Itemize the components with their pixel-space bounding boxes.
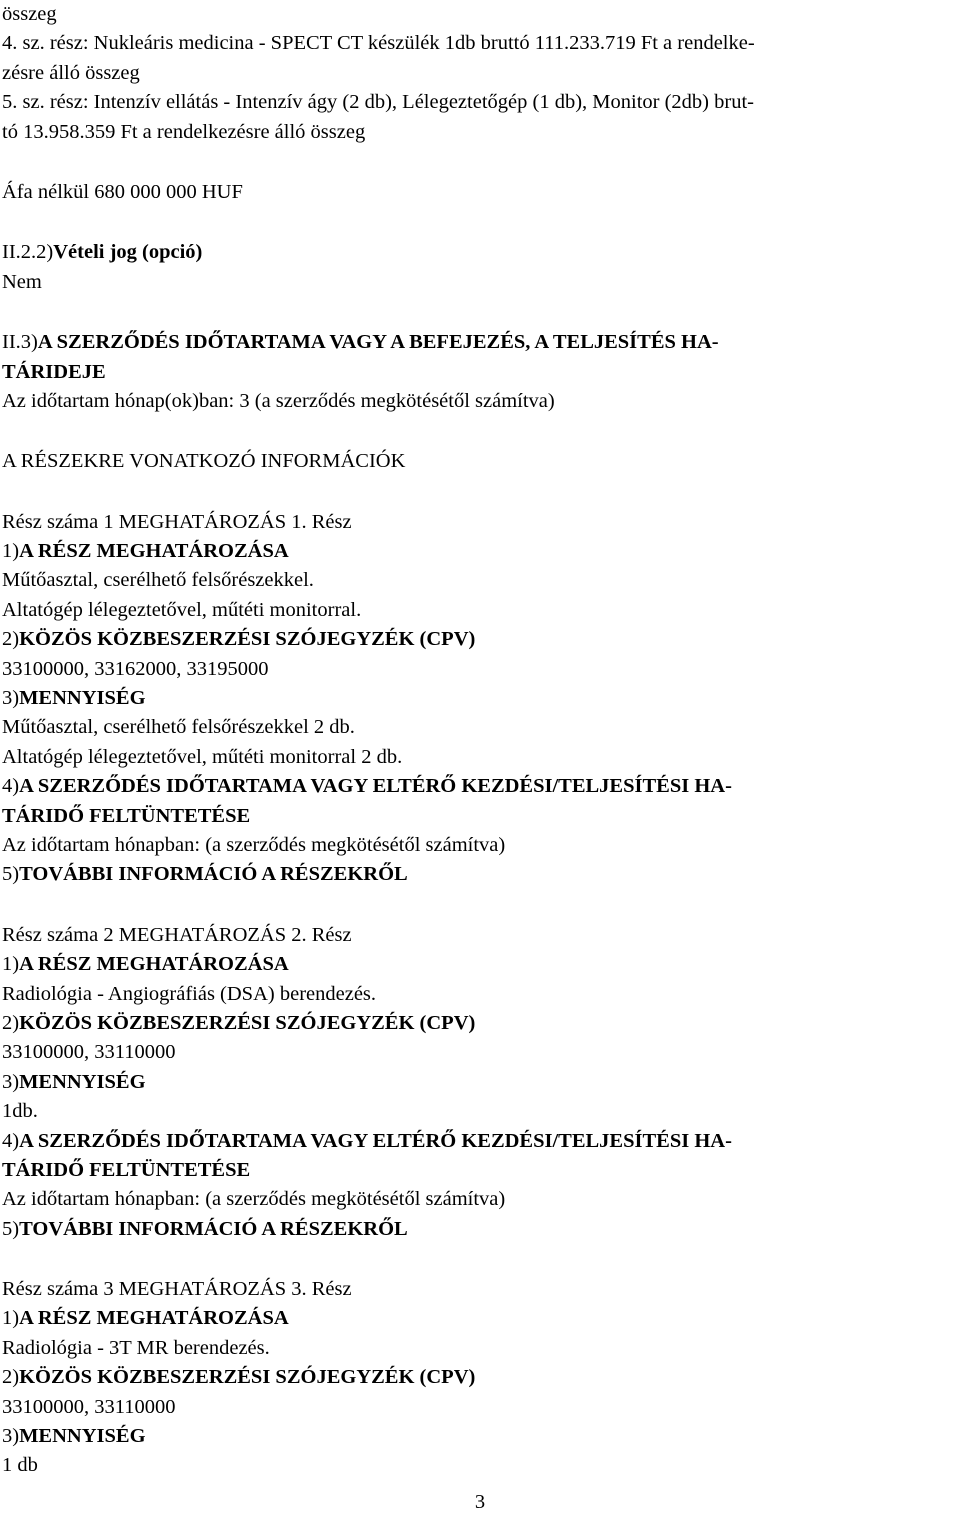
section-heading: Vételi jog (opció) [53,241,203,264]
lot-section-1 [2,1304,960,1333]
section-heading: A SZERZŐDÉS IDŐTARTAMA VAGY ELTÉRŐ KEZDÉSI/TELJESÍTÉSI HA- [19,775,732,798]
lot-description: Radiológia - 3T MR berendezés. [2,1336,270,1359]
lot-section-2 [2,1363,960,1392]
section-heading: KÖZÖS KÖZBESZERZÉSI SZÓJEGYZÉK (CPV) [19,1011,476,1034]
text-line: 5. sz. rész: Intenzív ellátás - Intenzív ágy (2 db), Lélegeztetőgép (1 db), Monitor (2db) brut- [2,91,754,114]
section-heading: TÁRIDŐ FELTÜNTETÉSE [2,1158,251,1181]
text-line: 4. sz. rész: Nukleáris medicina - SPECT CT készülék 1db bruttó 111.233.719 Ft a rendelke- [2,32,755,55]
lot-section-2 [2,625,960,654]
lot-header: Rész száma 2 MEGHATÁROZÁS 2. Rész [2,923,352,946]
lot-section-5 [2,1215,960,1244]
section-heading: TÁRIDŐ FELTÜNTETÉSE [2,804,251,827]
lot-1 [2,508,960,890]
section-number: 4) [2,775,20,798]
section-number: 2) [2,628,20,651]
section-heading: TÁRIDEJE [2,360,106,383]
lot-cpv: 33100000, 33110000 [2,1395,176,1418]
lot-2 [2,921,960,1244]
section-heading: A RÉSZ MEGHATÁROZÁSA [19,953,289,976]
option-value: Nem [2,270,42,293]
lot-quantity: 1 db [2,1454,38,1477]
lot-quantity: Műtőasztal, cserélhető felsőrészekkel 2 db. [2,716,355,739]
vat-amount: Áfa nélkül 680 000 000 HUF [2,180,243,203]
page-number: 3 [474,1491,486,1513]
lot-section-1 [2,537,960,566]
option-heading [2,238,960,267]
text-line: zésre álló összeg [2,61,140,84]
section-number: 5) [2,1217,20,1240]
section-heading: TOVÁBBI INFORMÁCIÓ A RÉSZEKRŐL [19,1217,408,1240]
section-number: 2) [2,1366,20,1389]
section-number: 3) [2,687,20,710]
section-heading: A RÉSZ MEGHATÁROZÁSA [19,1307,289,1330]
lot-section-5 [2,860,960,889]
lot-section-2 [2,1009,960,1038]
lot-cpv: 33100000, 33162000, 33195000 [2,657,269,680]
duration-text: Az időtartam hónap(ok)ban: 3 (a szerződés megkötésétől számítva) [2,389,555,412]
section-number: II.2.2) [2,241,54,264]
section-number: 1) [2,953,20,976]
duration-heading-cont [2,358,960,387]
section-number: II.3) [2,331,38,354]
section-heading: TOVÁBBI INFORMÁCIÓ A RÉSZEKRŐL [19,863,408,886]
section-heading: A SZERZŐDÉS IDŐTARTAMA VAGY ELTÉRŐ KEZDÉSI/TELJESÍTÉSI HA- [19,1129,732,1152]
lot-section-4-cont [2,802,960,831]
text-line: tó 13.958.359 Ft a rendelkezésre álló összeg [2,120,366,143]
section-number: 1) [2,540,20,563]
section-heading: MENNYISÉG [19,687,146,710]
lot-section-4 [2,772,960,801]
lot-section-3 [2,1068,960,1097]
lot-quantity: 1db. [2,1100,38,1123]
lot-description: Radiológia - Angiográfiás (DSA) berendezés. [2,982,377,1005]
lot-header: Rész száma 1 MEGHATÁROZÁS 1. Rész [2,510,352,533]
lot-description: Altatógép lélegeztetővel, műtéti monitorral. [2,598,362,621]
lot-description: Műtőasztal, cserélhető felsőrészekkel. [2,569,314,592]
section-heading: KÖZÖS KÖZBESZERZÉSI SZÓJEGYZÉK (CPV) [19,1366,476,1389]
section-number: 3) [2,1425,20,1448]
section-number: 5) [2,863,20,886]
section-number: 1) [2,1307,20,1330]
lot-section-3 [2,684,960,713]
text-line: összeg [2,3,57,25]
lot-duration-text: Az időtartam hónapban: (a szerződés megkötésétől számítva) [2,1188,506,1211]
lot-section-4 [2,1127,960,1156]
lot-section-4-cont [2,1156,960,1185]
section-heading: A SZERZŐDÉS IDŐTARTAMA VAGY A BEFEJEZÉS, A TELJESÍTÉS HA- [37,331,719,354]
section-heading: MENNYISÉG [19,1425,146,1448]
lot-header: Rész száma 3 MEGHATÁROZÁS 3. Rész [2,1278,352,1301]
section-number: 4) [2,1129,20,1152]
lot-section-3 [2,1422,960,1451]
section-heading: KÖZÖS KÖZBESZERZÉSI SZÓJEGYZÉK (CPV) [19,628,476,651]
lot-cpv: 33100000, 33110000 [2,1041,176,1064]
lot-section-1 [2,950,960,979]
section-number: 3) [2,1070,20,1093]
lot-3 [2,1275,960,1481]
lot-duration-text: Az időtartam hónapban: (a szerződés megkötésétől számítva) [2,833,506,856]
duration-heading [2,328,960,357]
lots-title: A RÉSZEKRE VONATKOZÓ INFORMÁCIÓK [2,450,406,473]
section-number: 2) [2,1011,20,1034]
section-heading: A RÉSZ MEGHATÁROZÁSA [19,540,289,563]
section-heading: MENNYISÉG [19,1070,146,1093]
lot-quantity: Altatógép lélegeztetővel, műtéti monitorral 2 db. [2,745,403,768]
